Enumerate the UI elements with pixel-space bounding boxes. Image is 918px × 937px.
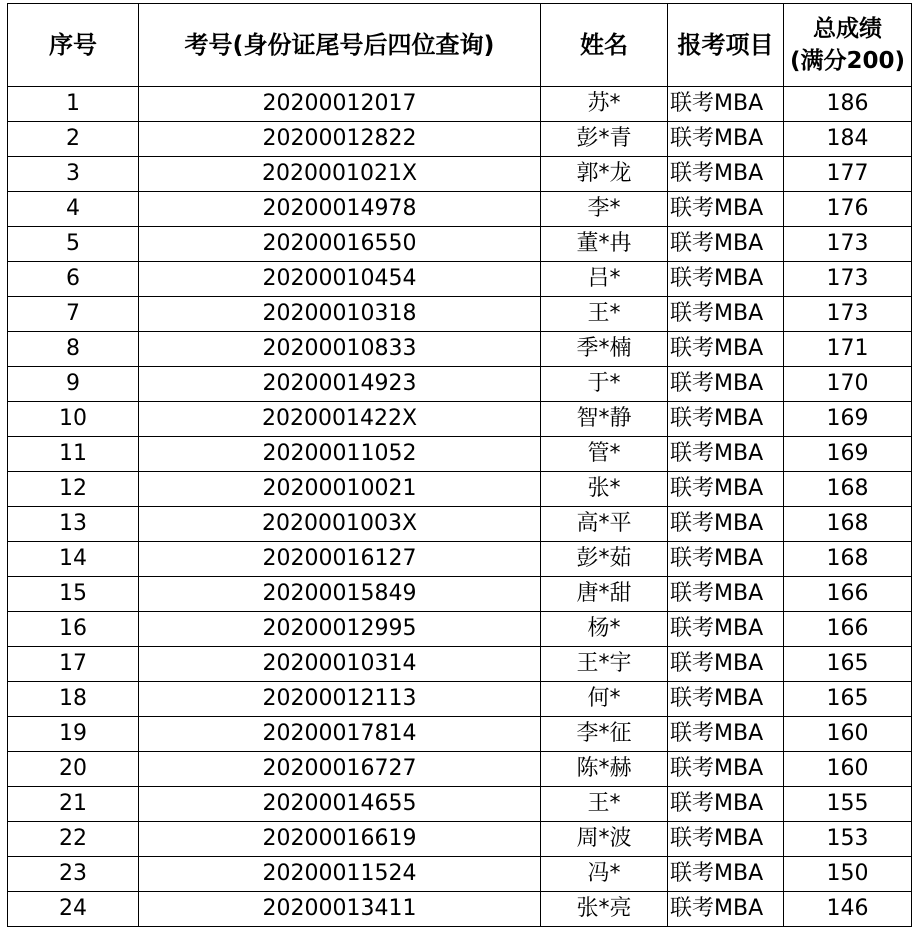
cell-name: 何* (541, 682, 668, 717)
table-row (8, 122, 912, 157)
table-row (8, 157, 912, 192)
cell-score: 166 (784, 577, 912, 612)
cell-id: 2020001422X (139, 402, 541, 437)
cell-score: 160 (784, 752, 912, 787)
cell-project: 联考MBA (668, 682, 784, 717)
cell-score: 165 (784, 682, 912, 717)
cell-id: 2020001021X (139, 157, 541, 192)
cell-seq: 3 (8, 157, 139, 192)
cell-id: 20200010021 (139, 472, 541, 507)
cell-seq: 11 (8, 437, 139, 472)
cell-seq: 17 (8, 647, 139, 682)
cell-seq: 18 (8, 682, 139, 717)
cell-project: 联考MBA (668, 332, 784, 367)
cell-score: 150 (784, 857, 912, 892)
cell-id: 20200011524 (139, 857, 541, 892)
cell-score: 168 (784, 542, 912, 577)
cell-id: 20200010318 (139, 297, 541, 332)
header-row (8, 4, 912, 87)
cell-seq: 14 (8, 542, 139, 577)
table-row (8, 822, 912, 857)
cell-score: 173 (784, 227, 912, 262)
cell-project: 联考MBA (668, 857, 784, 892)
table-row (8, 367, 912, 402)
cell-id: 20200010314 (139, 647, 541, 682)
cell-name: 冯* (541, 857, 668, 892)
cell-id: 20200014655 (139, 787, 541, 822)
header-id: 考号(身份证尾号后四位查询) (139, 4, 541, 87)
cell-score: 169 (784, 402, 912, 437)
cell-project: 联考MBA (668, 717, 784, 752)
table-row (8, 227, 912, 262)
cell-id: 20200011052 (139, 437, 541, 472)
cell-seq: 15 (8, 577, 139, 612)
cell-project: 联考MBA (668, 612, 784, 647)
cell-seq: 22 (8, 822, 139, 857)
cell-project: 联考MBA (668, 402, 784, 437)
table-row (8, 262, 912, 297)
cell-seq: 24 (8, 892, 139, 927)
cell-score: 169 (784, 437, 912, 472)
cell-name: 管* (541, 437, 668, 472)
cell-seq: 10 (8, 402, 139, 437)
cell-name: 董*冉 (541, 227, 668, 262)
cell-project: 联考MBA (668, 367, 784, 402)
cell-id: 20200017814 (139, 717, 541, 752)
cell-id: 20200013411 (139, 892, 541, 927)
cell-score: 153 (784, 822, 912, 857)
header-project: 报考项目 (668, 4, 784, 87)
table-row (8, 612, 912, 647)
table-row (8, 682, 912, 717)
cell-seq: 8 (8, 332, 139, 367)
cell-seq: 19 (8, 717, 139, 752)
cell-score: 173 (784, 262, 912, 297)
cell-project: 联考MBA (668, 507, 784, 542)
cell-project: 联考MBA (668, 192, 784, 227)
cell-project: 联考MBA (668, 542, 784, 577)
cell-seq: 16 (8, 612, 139, 647)
table-row (8, 647, 912, 682)
table-row (8, 402, 912, 437)
cell-id: 20200016619 (139, 822, 541, 857)
cell-seq: 9 (8, 367, 139, 402)
cell-id: 20200016550 (139, 227, 541, 262)
cell-project: 联考MBA (668, 157, 784, 192)
table-row (8, 717, 912, 752)
cell-name: 王*宇 (541, 647, 668, 682)
cell-score: 177 (784, 157, 912, 192)
cell-project: 联考MBA (668, 647, 784, 682)
cell-id: 20200016127 (139, 542, 541, 577)
cell-project: 联考MBA (668, 297, 784, 332)
cell-seq: 23 (8, 857, 139, 892)
cell-project: 联考MBA (668, 577, 784, 612)
table-row (8, 507, 912, 542)
cell-score: 176 (784, 192, 912, 227)
cell-name: 智*静 (541, 402, 668, 437)
table-row (8, 787, 912, 822)
cell-seq: 13 (8, 507, 139, 542)
cell-project: 联考MBA (668, 87, 784, 122)
cell-name: 张*亮 (541, 892, 668, 927)
cell-name: 彭*青 (541, 122, 668, 157)
cell-project: 联考MBA (668, 787, 784, 822)
cell-name: 张* (541, 472, 668, 507)
cell-score: 168 (784, 472, 912, 507)
cell-name: 季*楠 (541, 332, 668, 367)
cell-name: 李* (541, 192, 668, 227)
table-row (8, 87, 912, 122)
cell-seq: 7 (8, 297, 139, 332)
cell-name: 王* (541, 787, 668, 822)
cell-name: 高*平 (541, 507, 668, 542)
table-row (8, 752, 912, 787)
cell-name: 周*波 (541, 822, 668, 857)
cell-score: 166 (784, 612, 912, 647)
cell-project: 联考MBA (668, 122, 784, 157)
cell-name: 于* (541, 367, 668, 402)
table-row (8, 472, 912, 507)
cell-id: 20200012113 (139, 682, 541, 717)
cell-id: 20200010454 (139, 262, 541, 297)
cell-score: 155 (784, 787, 912, 822)
cell-seq: 6 (8, 262, 139, 297)
cell-seq: 2 (8, 122, 139, 157)
cell-seq: 1 (8, 87, 139, 122)
header-seq: 序号 (8, 4, 139, 87)
cell-score: 146 (784, 892, 912, 927)
cell-seq: 12 (8, 472, 139, 507)
cell-name: 郭*龙 (541, 157, 668, 192)
cell-name: 唐*甜 (541, 577, 668, 612)
cell-name: 吕* (541, 262, 668, 297)
cell-seq: 4 (8, 192, 139, 227)
cell-id: 20200014923 (139, 367, 541, 402)
cell-score: 170 (784, 367, 912, 402)
cell-score: 165 (784, 647, 912, 682)
header-name: 姓名 (541, 4, 668, 87)
table-row (8, 297, 912, 332)
cell-seq: 5 (8, 227, 139, 262)
score-sheet (7, 3, 911, 927)
header-score-line2: (满分200) (789, 48, 906, 74)
cell-id: 20200014978 (139, 192, 541, 227)
cell-name: 王* (541, 297, 668, 332)
cell-score: 171 (784, 332, 912, 367)
table-body (8, 87, 912, 927)
table-row (8, 542, 912, 577)
cell-score: 173 (784, 297, 912, 332)
cell-project: 联考MBA (668, 227, 784, 262)
table-row (8, 892, 912, 927)
header-score-line1: 总成绩 (813, 16, 882, 42)
cell-name: 杨* (541, 612, 668, 647)
cell-project: 联考MBA (668, 472, 784, 507)
table-row (8, 577, 912, 612)
cell-project: 联考MBA (668, 822, 784, 857)
cell-id: 20200012995 (139, 612, 541, 647)
score-table (7, 3, 912, 927)
cell-name: 苏* (541, 87, 668, 122)
cell-score: 186 (784, 87, 912, 122)
cell-seq: 20 (8, 752, 139, 787)
cell-score: 160 (784, 717, 912, 752)
cell-score: 168 (784, 507, 912, 542)
cell-id: 20200012017 (139, 87, 541, 122)
header-score (784, 4, 912, 87)
cell-name: 彭*茹 (541, 542, 668, 577)
cell-score: 184 (784, 122, 912, 157)
table-row (8, 332, 912, 367)
cell-id: 20200012822 (139, 122, 541, 157)
cell-id: 20200016727 (139, 752, 541, 787)
cell-name: 陈*赫 (541, 752, 668, 787)
table-row (8, 437, 912, 472)
cell-name: 李*征 (541, 717, 668, 752)
cell-id: 2020001003X (139, 507, 541, 542)
cell-project: 联考MBA (668, 262, 784, 297)
table-row (8, 192, 912, 227)
table-row (8, 857, 912, 892)
cell-project: 联考MBA (668, 752, 784, 787)
cell-project: 联考MBA (668, 892, 784, 927)
cell-id: 20200015849 (139, 577, 541, 612)
cell-seq: 21 (8, 787, 139, 822)
cell-id: 20200010833 (139, 332, 541, 367)
cell-project: 联考MBA (668, 437, 784, 472)
